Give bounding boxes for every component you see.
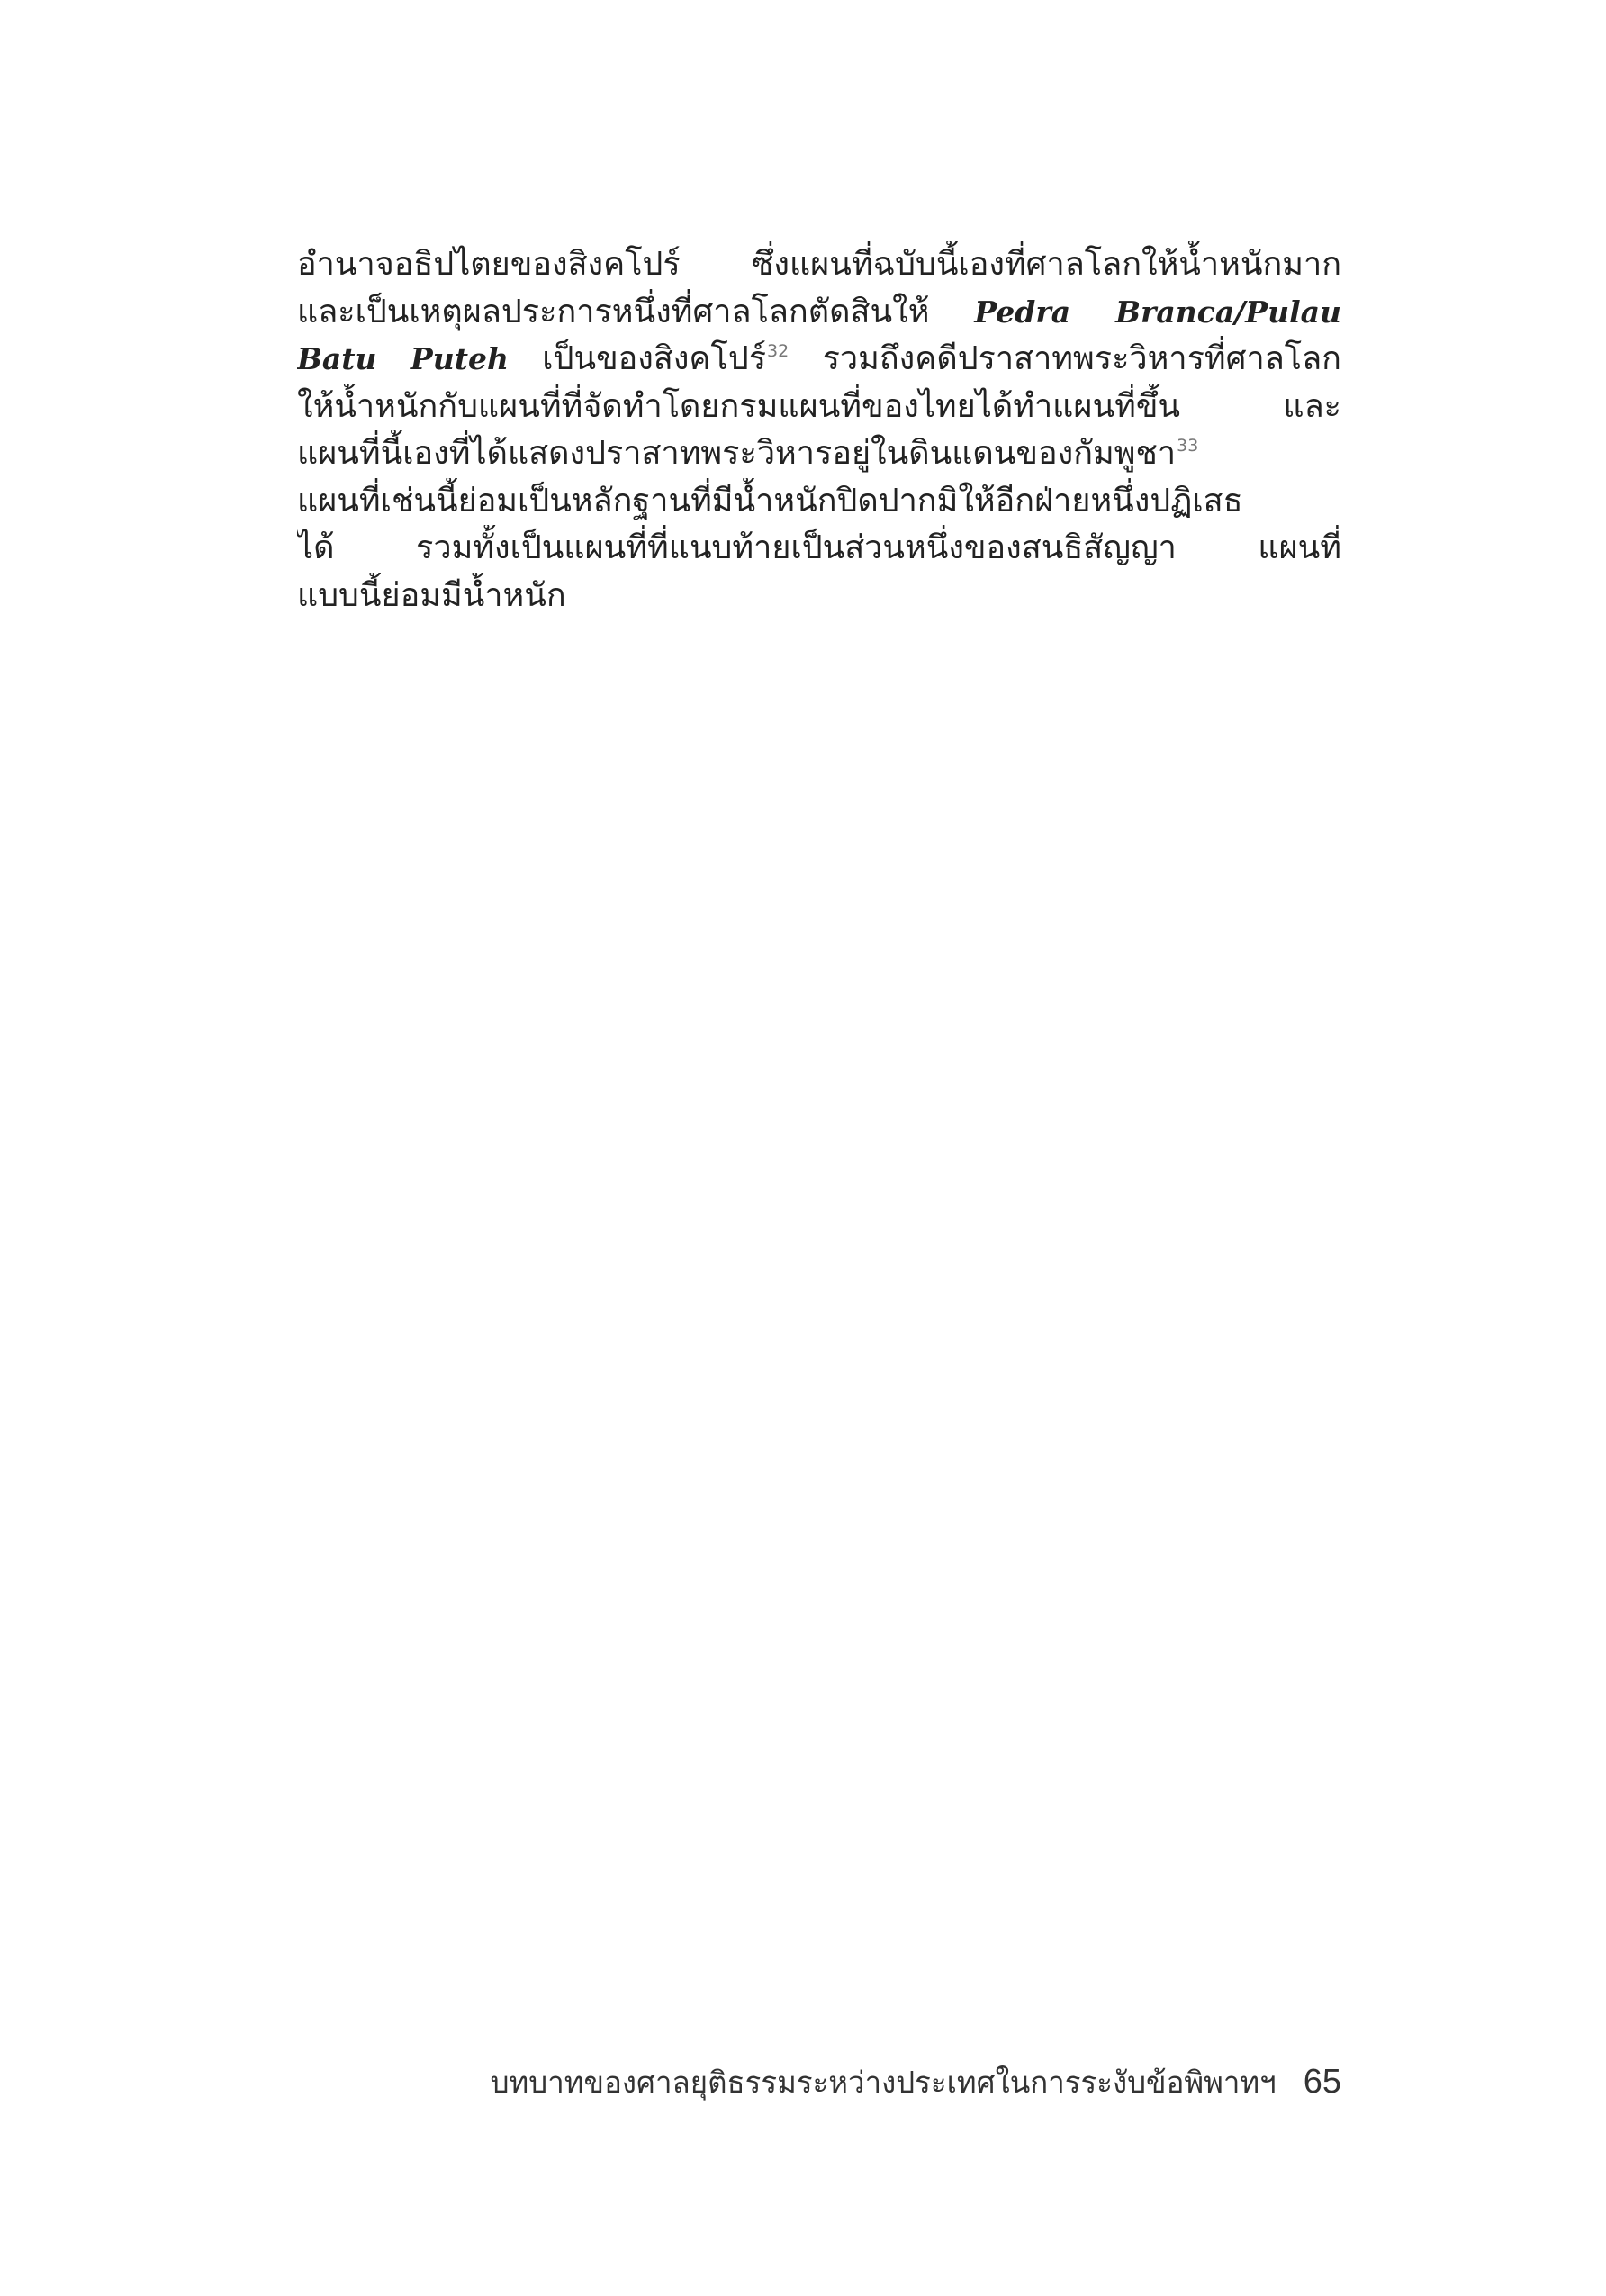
paragraph-line: แผนที่เช่นนี้ย่อมเป็นหลักฐานที่มีน้ำหนักปิดปากมิให้อีกฝ่ายหนึ่งปฏิเสธ	[297, 482, 1243, 520]
footnote-ref-32: 32	[767, 341, 789, 361]
latin-place-name: Pedra Branca/Pulau	[974, 294, 1341, 330]
page-number: 65	[1303, 2062, 1341, 2101]
running-footer	[477, 2055, 1341, 2109]
footnote-ref-33: 33	[1177, 436, 1199, 456]
paragraph-line: ได้ รวมทั้งเป็นแผนที่ที่แนบท้ายเป็นส่วนหนึ่งของสนธิสัญญา แผนที่	[297, 529, 1341, 566]
latin-place-name: Batu Puteh	[297, 341, 509, 376]
paragraph-line: อำนาจอธิปไตยของสิงคโปร์ ซึ่งแผนที่ฉบับนี้เองที่ศาลโลกให้น้ำหนักมาก	[297, 246, 1341, 283]
paragraph-line: Batu Puteh เป็นของสิงคโปร์$^{32}$ รวมถึงคดีปราสาทพระวิหารที่ศาลโลก	[297, 340, 1341, 377]
paragraph-line: แบบนี้ย่อมมีน้ำหนัก	[297, 576, 566, 614]
paragraph-line: ให้น้ำหนักกับแผนที่ที่จัดทำโดยกรมแผนที่ของไทยได้ทำแผนที่ขึ้น และ	[297, 387, 1341, 425]
paragraph-line: แผนที่นี้เองที่ได้แสดงปราสาทพระวิหารอยู่ในดินแดนของกัมพูชา$^{33}$	[297, 435, 1199, 472]
paragraph-line: และเป็นเหตุผลประการหนึ่งที่ศาลโลกตัดสินให้ Pedra Branca/Pulau	[297, 293, 1341, 330]
footer-book-title: บทบาทของศาลยุติธรรมระหว่างประเทศในการระงับข้อพิพาทฯ	[490, 2064, 1277, 2100]
body-paragraph	[297, 241, 1341, 619]
